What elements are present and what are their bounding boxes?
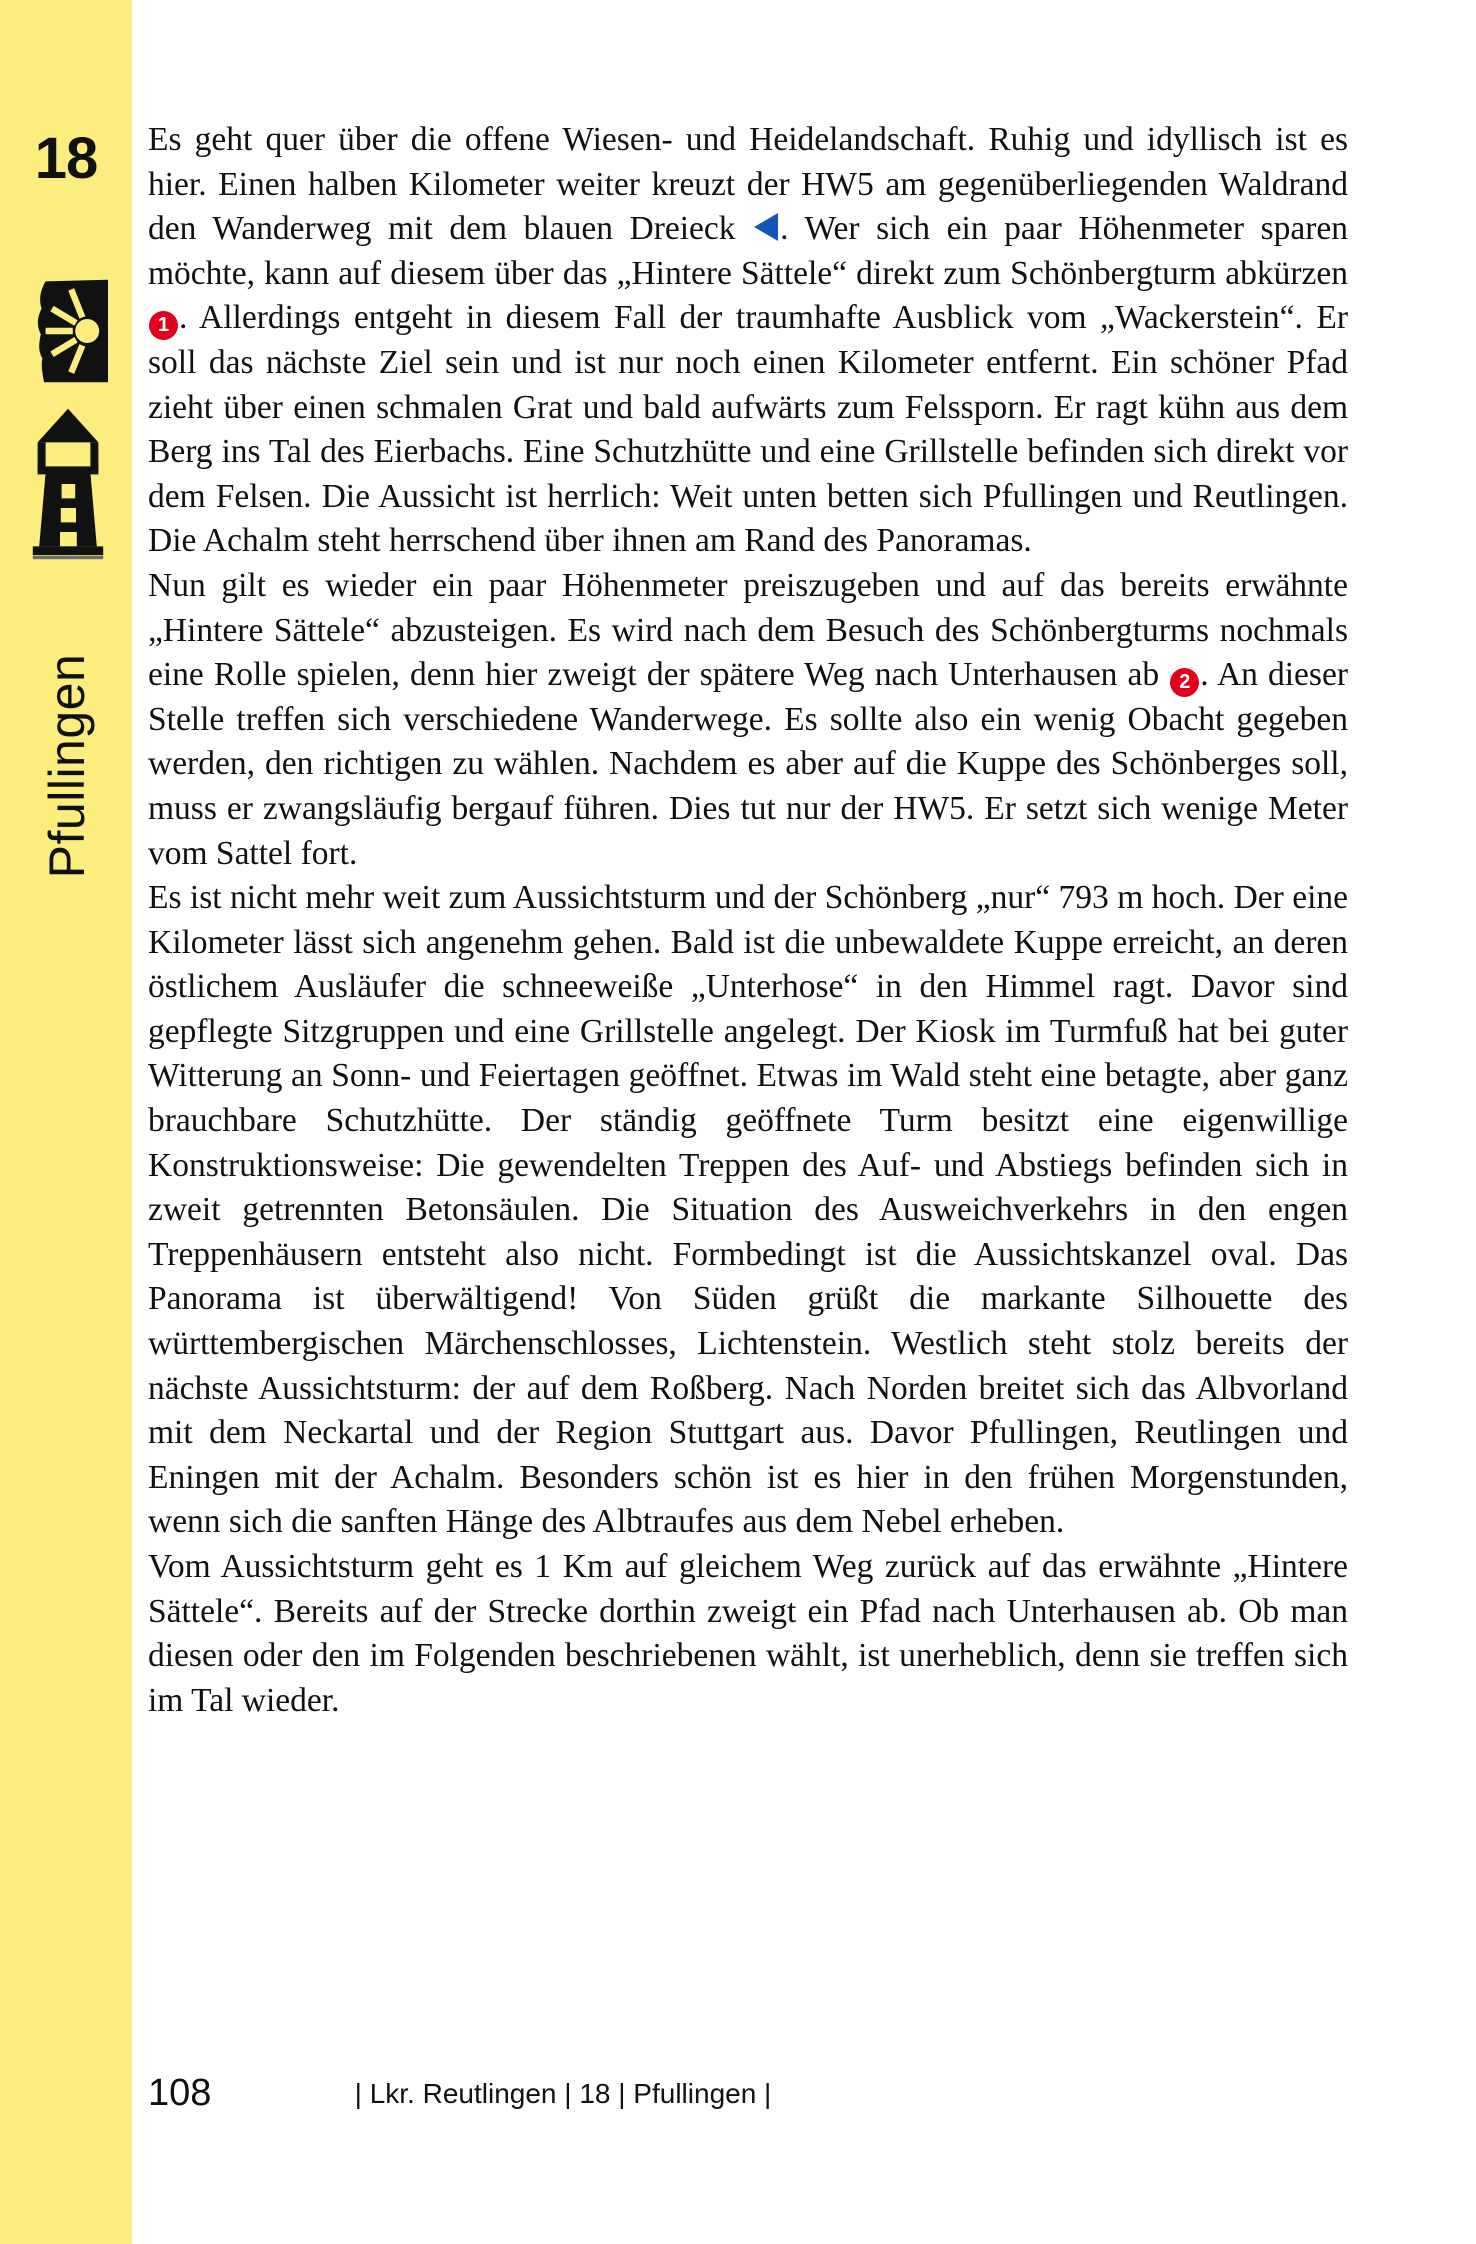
sidebar-region-label: Pfullingen: [39, 653, 95, 879]
footer-breadcrumb: | Lkr. Reutlingen | 18 | Pfullingen |: [354, 2078, 772, 2109]
paragraph-2-part-1: Nun gilt es wieder ein paar Höhenmeter preiszugeben und auf das bereits erwähnte „Hintere Sättele“ abzusteigen. Es wird nach dem Besuch des Schönbergturms nochmals eine Rolle spielen, denn hier zweigt der spätere Weg nach Unterhausen ab: [148, 566, 1348, 694]
viewpoint-sun-icon: [28, 278, 108, 384]
waypoint-marker-1: 1: [149, 311, 178, 340]
page-footer: [148, 2072, 1348, 2118]
paragraph-1-part-3: . Allerdings entgeht in diesem Fall der traumhafte Ausblick vom „Wackerstein“. Er soll das nächste Ziel sein und ist nur noch einen Kilometer entfernt. Ein schöner Pfad zieht über einen schmalen Grat und bald aufwärts zum Felssporn. Er ragt kühn aus dem Berg ins Tal des Eierbachs. Eine Schutzhütte und eine Grillstelle befinden sich direkt vor dem Felsen. Die Aussicht ist herrlich: Weit unten betten sich Pfullingen und Reutlingen. Die Achalm steht herrschend über ihnen am Rand des Panoramas.: [148, 299, 1348, 560]
paragraph-3-part-1: Es ist nicht mehr weit zum Aussichtsturm und der Schönberg „nur“ 793 m hoch. Der eine Kilometer lässt sich angenehm gehen. Bald ist die unbewaldete Kuppe erreicht, an deren östlichem Ausläufer die schneeweiße „Unterhose“ in den Himmel ragt. Davor sind gepflegte Sitzgruppen und eine Grillstelle angelegt. Der Kiosk im Turmfuß hat bei guter Witterung an Sonn- und Feiertagen geöffnet. Etwas im Wald steht eine betagte, aber ganz brauchbare Schutzhütte. Der ständig geöffnete Turm besitzt eine eigenwillige Konstruktionsweise: Die gewendelten Treppen des Auf- und Abstiegs befinden sich in zweit getrennten Betonsäulen. Die Situation des Ausweichverkehrs in den engen Treppenhäusern entsteht also nicht. Formbedingt ist die Aussichtskanzel oval. Das Panorama ist überwältigend! Von Süden grüßt die markante Silhouette des württembergischen Märchenschlosses, Lichtenstein. Westlich steht stolz bereits der nächste Aussichtsturm: der auf dem Roßberg. Nach Norden breitet sich das Albvorland mit dem Neckartal und der Region Stuttgart aus. Davor Pfullingen, Reutlingen und Eningen mit der Achalm. Besonders schön ist es hier in den frühen Morgenstunden, wenn sich die sanften Hänge des Albtraufes aus dem Nebel erheben.: [148, 879, 1348, 1541]
paragraph-1-part-2: . Wer sich ein paar Höhenmeter sparen möchte, kann auf diesem über das „Hintere Sättele“ direkt zum Schönbergturm abkürzen: [148, 210, 1349, 292]
chapter-number: 18: [34, 126, 98, 191]
waypoint-marker-2: 2: [1170, 668, 1199, 697]
paragraph-1: [148, 118, 1348, 564]
chapter-sidebar: [0, 0, 132, 2244]
paragraph-1-part-1: Es geht quer über die offene Wiesen- und Heidelandschaft. Ruhig und idyllisch ist es hier. Einen halben Kilometer weiter kreuzt der HW5 am gegenüberliegenden Waldrand den Wanderweg mit dem blauen Dreieck: [148, 121, 1348, 248]
paragraph-2-part-2: . An dieser Stelle treffen sich verschiedene Wanderwege. Es sollte also ein wenig Obacht gegeben werden, den richtigen zu wählen. Nachdem es aber auf die Kuppe des Schönberges soll, muss er zwangsläufig bergauf führen. Dies tut nur der HW5. Er setzt sich wenige Meter vom Sattel fort.: [148, 656, 1348, 872]
paragraph-3: [148, 876, 1348, 1545]
main-text-column: [148, 118, 1348, 1723]
page-number: 108: [148, 2072, 212, 2114]
paragraph-2: [148, 564, 1348, 876]
blue-triangle-left-icon: [754, 213, 778, 241]
paragraph-4-part-1: Vom Aussichtsturm geht es 1 Km auf gleichem Weg zurück auf das erwähnte „Hintere Sättele“. Bereits auf der Strecke dorthin zweigt ein Pfad nach Unterhausen ab. Ob man diesen oder den im Folgenden beschriebenen wählt, ist unerheblich, denn sie treffen sich im Tal wieder.: [148, 1548, 1348, 1719]
lookout-tower-icon: [28, 404, 108, 564]
paragraph-4: [148, 1545, 1348, 1723]
